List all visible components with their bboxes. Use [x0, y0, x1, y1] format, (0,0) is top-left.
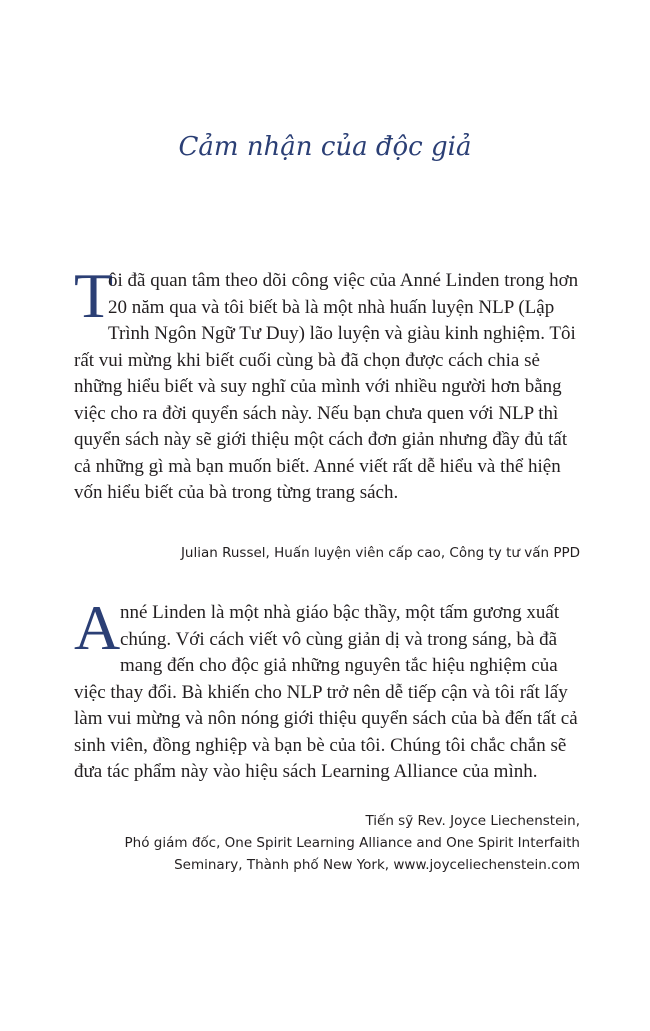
testimonial-2-attribution [40, 810, 580, 876]
testimonial-2-attribution-line-3: Seminary, Thành phố New York, www.joyceliechenstein.com [174, 857, 580, 873]
testimonial-2-attribution-line-1: Tiến sỹ Rev. Joyce Liechenstein, [365, 813, 580, 829]
testimonial-1-attribution [60, 542, 580, 564]
testimonial-1 [74, 260, 580, 507]
page-title: Cảm nhận của độc giả [178, 132, 472, 162]
testimonial-1-body [74, 260, 580, 507]
testimonial-2-dropcap: A [74, 592, 121, 663]
testimonial-1-attribution-line: Julian Russel, Huấn luyện viên cấp cao, Công ty tư vấn PPD [180, 545, 580, 561]
testimonial-2-text: nné Linden là một nhà giáo bậc thầy, một tấm gương xuất chúng. Với cách viết vô cùng giản dị và trong sáng, bà đã mang đến cho độc giả những nguyên tắc hiệu nghiệm của việc thay đổi. Bà khiến cho NLP trở nên dễ tiếp cận và tôi rất lấy làm vui mừng và nôn nóng giới thiệu quyển sách của bà đến tất cả sinh viên, đồng nghiệp và bạn bè của tôi. Chúng tôi chắc chắn sẽ đưa tác phẩm này vào hiệu sách Learning Alliance của mình. [74, 602, 578, 782]
testimonial-1-text: ôi đã quan tâm theo dõi công việc của Anné Linden trong hơn 20 năm qua và tôi biết bà là một nhà huấn luyện NLP (Lập Trình Ngôn Ngữ Tư Duy) lão luyện và giàu kinh nghiệm. Tôi rất vui mừng khi biết cuối cùng bà đã chọn được cách chia sẻ những hiểu biết và suy nghĩ của mình với nhiều người hơn bằng việc cho ra đời quyển sách này. Nếu bạn chưa quen với NLP thì quyển sách này sẽ giới thiệu một cách đơn giản nhưng đầy đủ tất cả những gì mà bạn muốn biết. Anné viết rất dễ hiểu và thể hiện vốn hiểu biết của bà trong từng trang sách. [74, 270, 579, 503]
testimonial-2-attribution-line-2: Phó giám đốc, One Spirit Learning Alliance and One Spirit Interfaith [124, 835, 580, 851]
testimonial-2 [74, 592, 580, 786]
testimonial-2-body [74, 592, 580, 786]
testimonial-1-dropcap: T [74, 260, 114, 331]
